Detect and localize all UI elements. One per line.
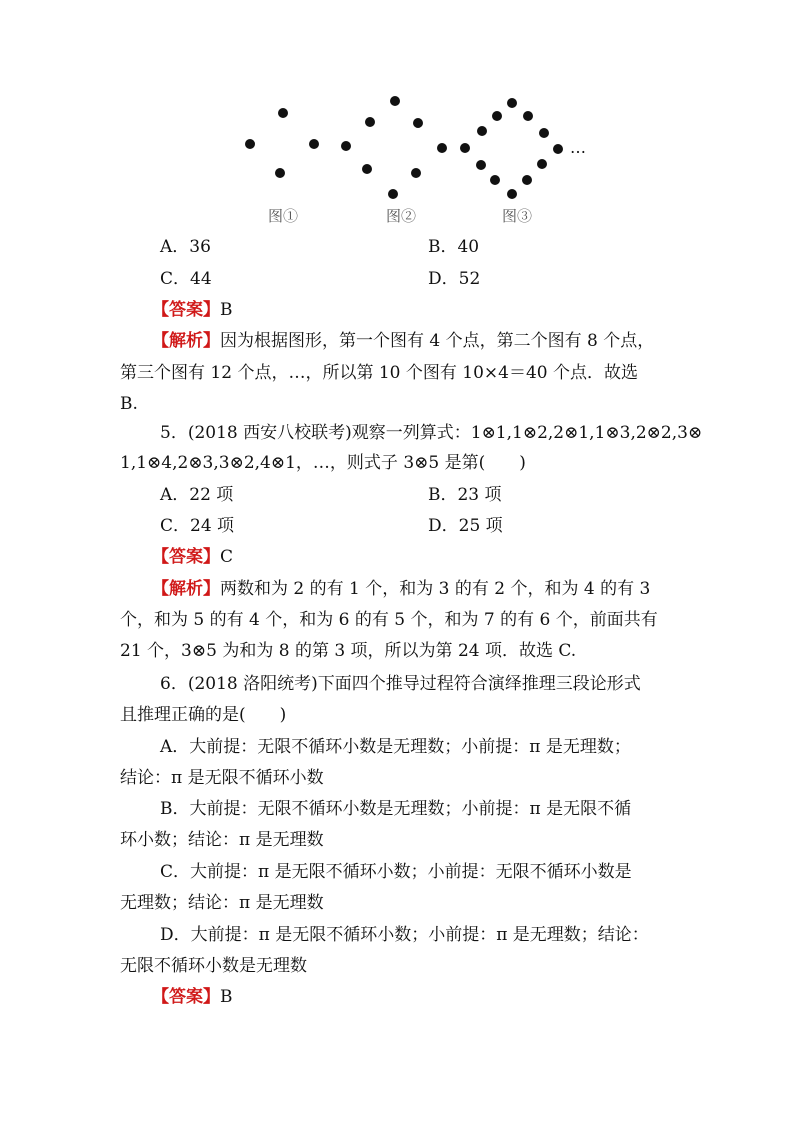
answer-value: B: [220, 987, 233, 1007]
dot: [278, 108, 288, 118]
figure-caption-1: 图①: [268, 207, 299, 225]
figure-caption-2: 图②: [386, 207, 417, 225]
dot: [490, 175, 500, 185]
dot: [507, 189, 517, 199]
dot: [341, 141, 351, 151]
figure-1: [245, 108, 319, 178]
answer-tag: 【答案】: [152, 547, 220, 567]
q5-analysis-line: 个，和为 5 的有 4 个，和为 6 的有 5 个，和为 7 的有 6 个，前面共有: [120, 610, 658, 630]
q4-analysis-line: 第三个图有 12 个点，…，所以第 10 个图有 10×4＝40 个点．故选: [120, 363, 639, 383]
q5-stem-line: 1,1⊗4,2⊗3,3⊗2,4⊗1，…，则式子 3⊗5 是第( ): [120, 453, 526, 473]
q5-option-a: A．22 项: [160, 485, 234, 505]
dot: [437, 143, 447, 153]
q6-option-line: B．大前提：无限不循环小数是无理数；小前提：π 是无限不循: [160, 799, 632, 819]
q6-stem-line: 且推理正确的是( ): [120, 705, 287, 725]
q6-option-line: 环小数；结论：π 是无理数: [120, 830, 324, 850]
dot: [507, 98, 517, 108]
q5-answer: [152, 546, 233, 568]
q5-option-b: B．23 项: [428, 485, 502, 505]
q6-option-line: 无限不循环小数是无理数: [120, 956, 307, 976]
answer-tag: 【答案】: [152, 987, 220, 1007]
q5-analysis-line: 21 个，3⊗5 为和为 8 的第 3 项，所以为第 24 项．故选 C.: [120, 641, 577, 661]
q6-option-line: A．大前提：无限不循环小数是无理数；小前提：π 是无理数；: [160, 737, 631, 757]
q4-option-c: C．44: [160, 269, 212, 289]
dot: [390, 96, 400, 106]
dot: [388, 189, 398, 199]
dot: [365, 117, 375, 127]
dot: [537, 159, 547, 169]
dot: [522, 175, 532, 185]
dot: [275, 168, 285, 178]
q5-option-c: C．24 项: [160, 516, 235, 536]
q5-stem-line: 5．(2018 西安八校联考)观察一列算式：1⊗1,1⊗2,2⊗1,1⊗3,2⊗2,3⊗: [160, 423, 703, 443]
q6-option-line: 无理数；结论：π 是无理数: [120, 893, 324, 913]
analysis-text: 两数和为 2 的有 1 个，和为 3 的有 2 个，和为 4 的有 3: [220, 579, 651, 599]
dot: [362, 164, 372, 174]
q4-analysis-line: [152, 330, 654, 352]
q4-option-b: B．40: [428, 237, 480, 257]
figure-caption-3: 图③: [502, 207, 533, 225]
dot: [539, 128, 549, 138]
dot: [460, 143, 470, 153]
dot: [523, 111, 533, 121]
dot: [309, 139, 319, 149]
q6-option-line: D．大前提：π 是无限不循环小数；小前提：π 是无理数；结论：: [160, 925, 649, 945]
figure-2: [341, 96, 447, 199]
analysis-tag: 【解析】: [152, 579, 220, 599]
q4-analysis-line: B.: [120, 394, 138, 414]
analysis-tag: 【解析】: [152, 331, 220, 351]
analysis-text: 因为根据图形，第一个图有 4 个点，第二个图有 8 个点，: [220, 331, 655, 351]
q6-answer: [152, 986, 233, 1008]
figure-ellipsis: …: [570, 138, 586, 157]
q4-option-a: A．36: [160, 237, 211, 257]
figure-3: [460, 98, 563, 199]
q5-analysis-line: [152, 578, 650, 600]
answer-value: C: [220, 547, 234, 567]
answer-value: B: [220, 300, 233, 320]
q5-option-d: D．25 项: [428, 516, 503, 536]
dot: [553, 144, 563, 154]
dot: [476, 160, 486, 170]
q6-option-line: 结论：π 是无限不循环小数: [120, 768, 324, 788]
dot: [245, 139, 255, 149]
q6-stem-line: 6．(2018 洛阳统考)下面四个推导过程符合演绎推理三段论形式: [160, 674, 641, 694]
dot-pattern-figure: [0, 0, 794, 230]
dot: [477, 126, 487, 136]
q6-option-line: C．大前提：π 是无限不循环小数；小前提：无限不循环小数是: [160, 862, 632, 882]
dot: [413, 118, 423, 128]
dot: [492, 111, 502, 121]
dot: [411, 168, 421, 178]
q4-answer: [152, 299, 233, 321]
q4-option-d: D．52: [428, 269, 481, 289]
answer-tag: 【答案】: [152, 300, 220, 320]
